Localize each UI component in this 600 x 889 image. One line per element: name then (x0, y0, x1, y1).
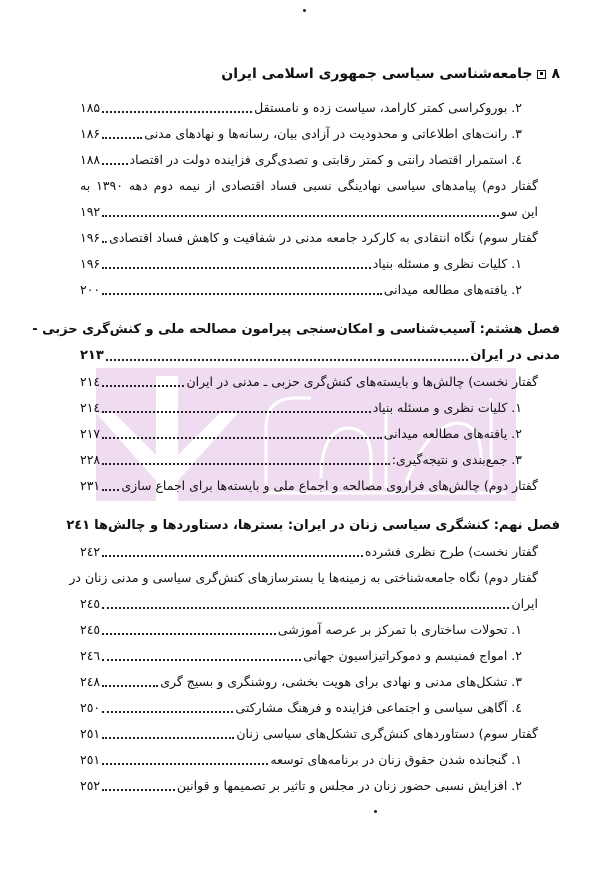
toc-page-number: ۲٥۰ (80, 700, 101, 715)
toc-page-number: ۱۹۶ (80, 230, 101, 245)
toc-entry-chapter[interactable] (66, 518, 560, 534)
toc-entry-part-cont[interactable] (80, 204, 538, 220)
toc-entry-section[interactable] (80, 752, 522, 768)
dot-leader (102, 607, 509, 609)
toc-entry-section[interactable] (80, 452, 522, 468)
toc-entry-part[interactable] (80, 478, 538, 494)
toc-page-number: ۲۲۸ (80, 452, 101, 467)
toc-entry-title: ۱. کلیات نظری و مسئله بنیاد (372, 256, 522, 271)
page-number: ۸ (551, 66, 560, 82)
toc-entry-title: ۱. کلیات نظری و مسئله بنیاد (372, 400, 522, 415)
toc-page-number: ۲٤۸ (80, 674, 101, 689)
toc-page-number: ۱۸۸ (80, 152, 101, 167)
toc-entry-part-cont[interactable] (80, 596, 538, 612)
dot-leader (102, 489, 119, 491)
toc-entry-title: ۲. یافته‌های مطالعه میدانی (383, 282, 522, 297)
toc-entry-title: ۳. رانت‌های اطلاعاتی و محدودیت در آزادی بیان، رسانه‌ها و نهادهای مدنی (144, 126, 522, 141)
toc-entry-section[interactable] (80, 648, 522, 664)
toc-page-number: ۲٤٥ (80, 596, 101, 611)
toc-page-number: ۱۸۶ (80, 126, 101, 141)
toc-entry-title: ۲. یافته‌های مطالعه میدانی (383, 426, 522, 441)
toc-entry-title: ۱. تحولات ساختاری با تمرکز بر عرصه آموزشی (277, 622, 522, 637)
toc-entry-part[interactable] (80, 374, 538, 390)
toc-entry-section[interactable] (80, 778, 522, 794)
toc-page-number: ۲٥۱ (80, 752, 101, 767)
dot-leader (106, 359, 468, 361)
toc-entry-title: گفتار دوم) چالش‌های فراروی مصالحه و اجماع ملی و بایسته‌ها برای اجماع سازی (121, 478, 538, 493)
toc-entry-section[interactable] (80, 126, 522, 142)
toc-entry-title: گفتار سوم) دستاوردهای کنش‌گری تشکل‌های سیاسی زنان (236, 726, 538, 741)
toc-entry-title: ۲. افزایش نسبی حضور زنان در مجلس و تاثیر بر تصمیمها و قوانین (176, 778, 522, 793)
dot-leader (102, 789, 175, 791)
dot-leader (102, 685, 158, 687)
toc-page-number: ۲۱۳ (80, 348, 104, 363)
toc-entry-title: گفتار دوم) نگاه جامعه‌شناختی به زمینه‌ها یا بسترسازهای کنش‌گری سیاسی و مدنی زنان در (69, 570, 538, 585)
toc-entry-part[interactable] (80, 178, 538, 194)
dot-leader (102, 633, 276, 635)
toc-page-number: ۲٤۱ (66, 518, 91, 533)
dot-leader (102, 763, 268, 765)
dot-leader (102, 463, 390, 465)
toc-entry-title: ۲. امواج فمنیسم و دموکراتیزاسیون جهانی (303, 648, 522, 663)
toc-page-number: ۲۱۷ (80, 426, 101, 441)
toc-page-number: ۲٥۲ (80, 778, 101, 793)
dot-leader (102, 737, 234, 739)
toc-page-number: ۲۰۰ (80, 282, 101, 297)
toc-entry-section[interactable] (80, 256, 522, 272)
toc-entry-title: فصل نهم: کنشگری سیاسی زنان در ایران: بسترها، دستاوردها و چالش‌ها (94, 518, 560, 533)
dot-leader (102, 111, 252, 113)
toc-page-number: ۱۹۶ (80, 256, 101, 271)
speck-mark (374, 810, 377, 813)
toc-entry-part[interactable] (69, 570, 538, 586)
toc-entry-title: ٤. آگاهی سیاسی و اجتماعی فزاینده و فرهنگ مشارکتی (235, 700, 522, 715)
toc-page-number: ۲٤۲ (80, 544, 101, 559)
toc-entry-section[interactable] (80, 282, 522, 298)
toc-entry-title: ٤. استمرار اقتصاد رانتی و کمتر رقابتی و تصدی‌گری فزاینده دولت در اقتصاد (129, 152, 522, 167)
toc-page-number: ۱۸۵ (80, 100, 101, 115)
dot-leader (102, 437, 382, 439)
dot-leader (102, 659, 301, 661)
toc-entry-title: این سو (500, 204, 538, 219)
toc-entry-title: گفتار نخست) چالش‌ها و بایسته‌های کنش‌گری حزبی ـ مدنی در ایران (186, 374, 538, 389)
dot-leader (102, 411, 371, 413)
dot-leader (102, 137, 142, 139)
toc-entry-title: فصل هشتم: آسیب‌شناسی و امکان‌سنجی پیرامون مصالحه ملی و کنش‌گری حزبی - (32, 322, 560, 337)
toc-entry-part[interactable] (80, 544, 538, 560)
toc-entry-title: ۲. بوروکراسی کمتر کارامد، سیاست زده و نامستقل (254, 100, 522, 115)
toc-entry-section[interactable] (80, 100, 522, 116)
toc-entry-chapter[interactable] (32, 322, 560, 338)
toc-entry-section[interactable] (80, 700, 522, 716)
dot-leader (102, 711, 233, 713)
toc-entry-title: ایران (511, 596, 538, 611)
toc-page-number: ۲۱٤ (80, 400, 101, 415)
toc-entry-title: ۳. تشکل‌های مدنی و نهادی برای هویت بخشی، روشنگری و بسیج گری (160, 674, 522, 689)
toc-page-number: ۲٤٦ (80, 648, 101, 663)
dot-leader (102, 293, 382, 295)
toc-entry-section[interactable] (80, 426, 522, 442)
dot-leader (102, 215, 498, 217)
toc-entry-section[interactable] (80, 674, 522, 690)
toc-page-number: ۱۹۲ (80, 204, 101, 219)
toc-entry-title: مدنی در ایران (470, 348, 560, 363)
toc-entry-part[interactable] (80, 230, 538, 246)
toc-entry-title: گفتار نخست) طرح نظری فشرده (364, 544, 538, 559)
dot-leader (102, 267, 371, 269)
dot-leader (102, 241, 107, 243)
toc-entry-title: ۳. جمع‌بندی و نتیجه‌گیری: (391, 452, 522, 467)
toc-entry-chapter-cont[interactable] (80, 348, 560, 364)
toc-entry-title: گفتار سوم) نگاه انتقادی به کارکرد جامعه مدنی در شفافیت و کاهش فساد اقتصادی (109, 230, 538, 245)
dot-leader (102, 163, 127, 165)
toc-page-number: ۲۳۱ (80, 478, 101, 493)
dot-leader (102, 555, 363, 557)
toc-entry-section[interactable] (80, 622, 522, 638)
book-title: جامعه‌شناسی سیاسی جمهوری اسلامی ایران (221, 66, 533, 82)
toc-page-number: ۲٤٥ (80, 622, 101, 637)
toc-entry-section[interactable] (80, 152, 522, 168)
toc-entry-section[interactable] (80, 400, 522, 416)
toc-entry-title: گفتار دوم) پیامدهای سیاسی نهادینگی نسبی فساد اقتصادی از نیمه دوم دهه ۱۳۹۰ به (80, 178, 539, 193)
toc-entry-title: ۱. گنجانده شدن حقوق زنان در برنامه‌های توسعه (270, 752, 522, 767)
toc-page-number: ۲٥۱ (80, 726, 101, 741)
toc-page-number: ۲۱٤ (80, 374, 101, 389)
dot-leader (102, 385, 184, 387)
toc-entry-part[interactable] (80, 726, 538, 742)
